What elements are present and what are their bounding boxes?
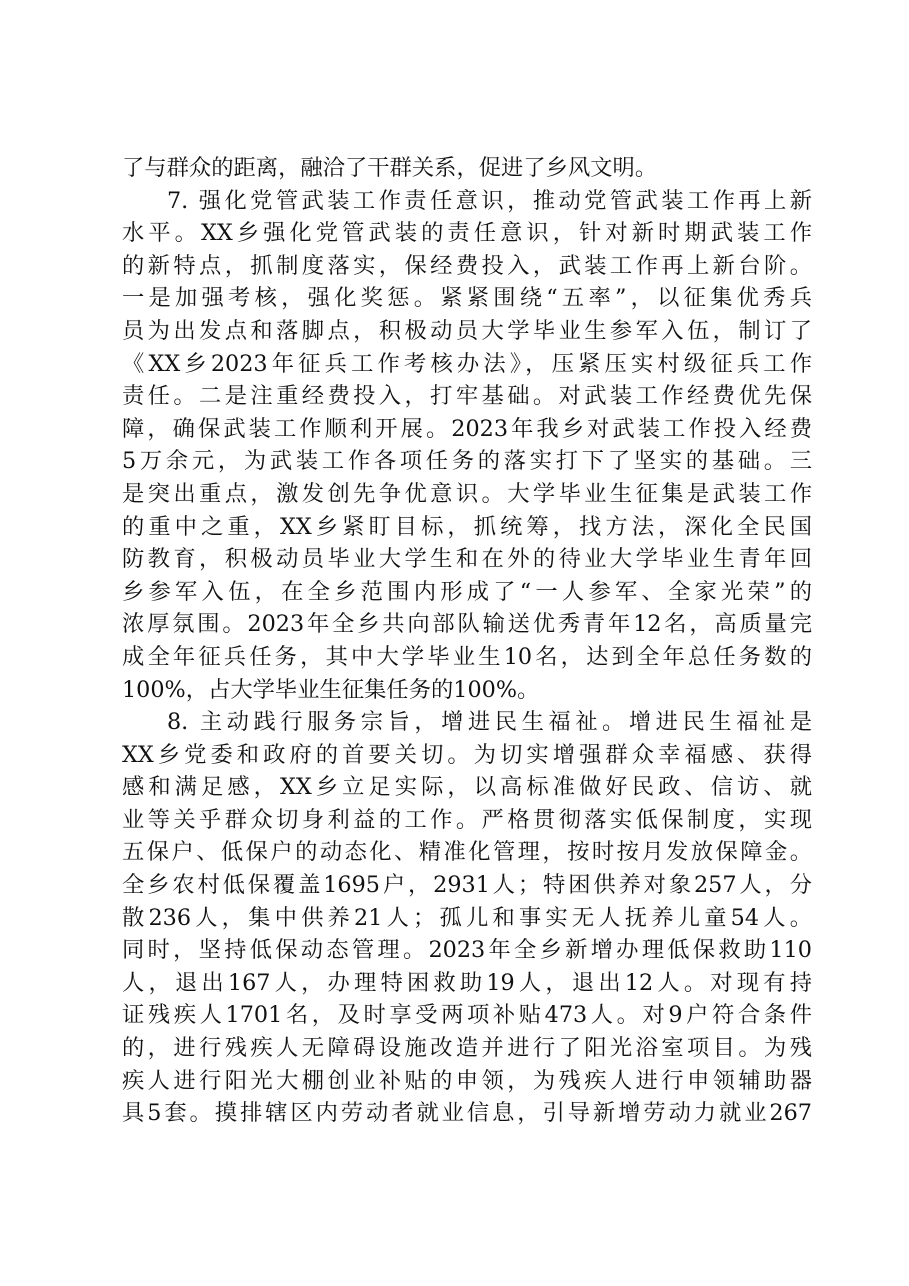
text-line: 全乡农村低保覆盖1695户，2931人；特困供养对象257人，分 [122,872,812,899]
text-line: 疾人进行阳光大棚创业补贴的申领，为残疾人进行申领辅助器 [122,1067,812,1094]
text-line: 乡参军入伍，在全乡范围内形成了“一人参军、全家光荣”的 [122,578,812,605]
text-line: 是突出重点，激发创先争优意识。大学毕业生征集是武装工作 [122,480,812,507]
text-line: 水平。XX乡强化党管武装的责任意识，针对新时期武装工作 [122,220,812,247]
text-line: XX乡党委和政府的首要关切。为切实增强群众幸福感、获得 [122,741,812,768]
text-line: 证残疾人1701名，及时享受两项补贴473人。对9户符合条件 [122,1002,812,1029]
section-heading-line: 8. 主动践行服务宗旨，增进民生福祉。增进民生福祉是 [167,709,812,736]
text-line: 《XX乡2023年征兵工作考核办法》，压紧压实村级征兵工作 [122,350,812,377]
text-line: 的重中之重，XX乡紧盯目标，抓统筹，找方法，深化全民国 [122,513,812,540]
text-line: 业等关乎群众切身利益的工作。严格贯彻落实低保制度，实现 [122,806,812,833]
text-line: 的新特点，抓制度落实，保经费投入，武装工作再上新台阶。 [122,252,812,279]
text-line: 具5套。摸排辖区内劳动者就业信息，引导新增劳动力就业267 [122,1100,812,1127]
text-line: 5万余元，为武装工作各项任务的落实打下了坚实的基础。三 [122,448,812,475]
text-line: 100%，占大学毕业生征集任务的100%。 [122,676,540,703]
document-body [122,152,812,1130]
text-line: 五保户、低保户的动态化、精准化管理，按时按月发放保障金。 [122,839,812,866]
text-line: 的，进行残疾人无障碍设施改造并进行了阳光浴室项目。为残 [122,1035,812,1062]
section-heading-line: 7. 强化党管武装工作责任意识，推动党管武装工作再上新 [167,187,812,214]
text-line: 了与群众的距离，融洽了干群关系，促进了乡风文明。 [122,155,658,181]
text-line: 人，退出167人，办理特困救助19人，退出12人。对现有持 [122,969,812,996]
text-line: 一是加强考核，强化奖惩。紧紧围绕“五率”，以征集优秀兵 [122,285,812,312]
text-line: 散236人，集中供养21人；孤儿和事实无人抚养儿童54人。 [122,904,812,931]
text-line: 成全年征兵任务，其中大学毕业生10名，达到全年总任务数的 [122,643,812,670]
text-line: 同时，坚持低保动态管理。2023年全乡新增办理低保救助110 [122,937,812,964]
text-line: 防教育，积极动员毕业大学生和在外的待业大学毕业生青年回 [122,546,812,573]
text-line: 障，确保武装工作顺利开展。2023年我乡对武装工作投入经费 [122,415,812,442]
text-line: 员为出发点和落脚点，积极动员大学毕业生参军入伍，制订了 [122,317,812,344]
text-line: 感和满足感，XX乡立足实际，以高标准做好民政、信访、就 [122,774,812,801]
text-line: 责任。二是注重经费投入，打牢基础。对武装工作经费优先保 [122,383,812,410]
text-line: 浓厚氛围。2023年全乡共向部队输送优秀青年12名，高质量完 [122,611,812,638]
